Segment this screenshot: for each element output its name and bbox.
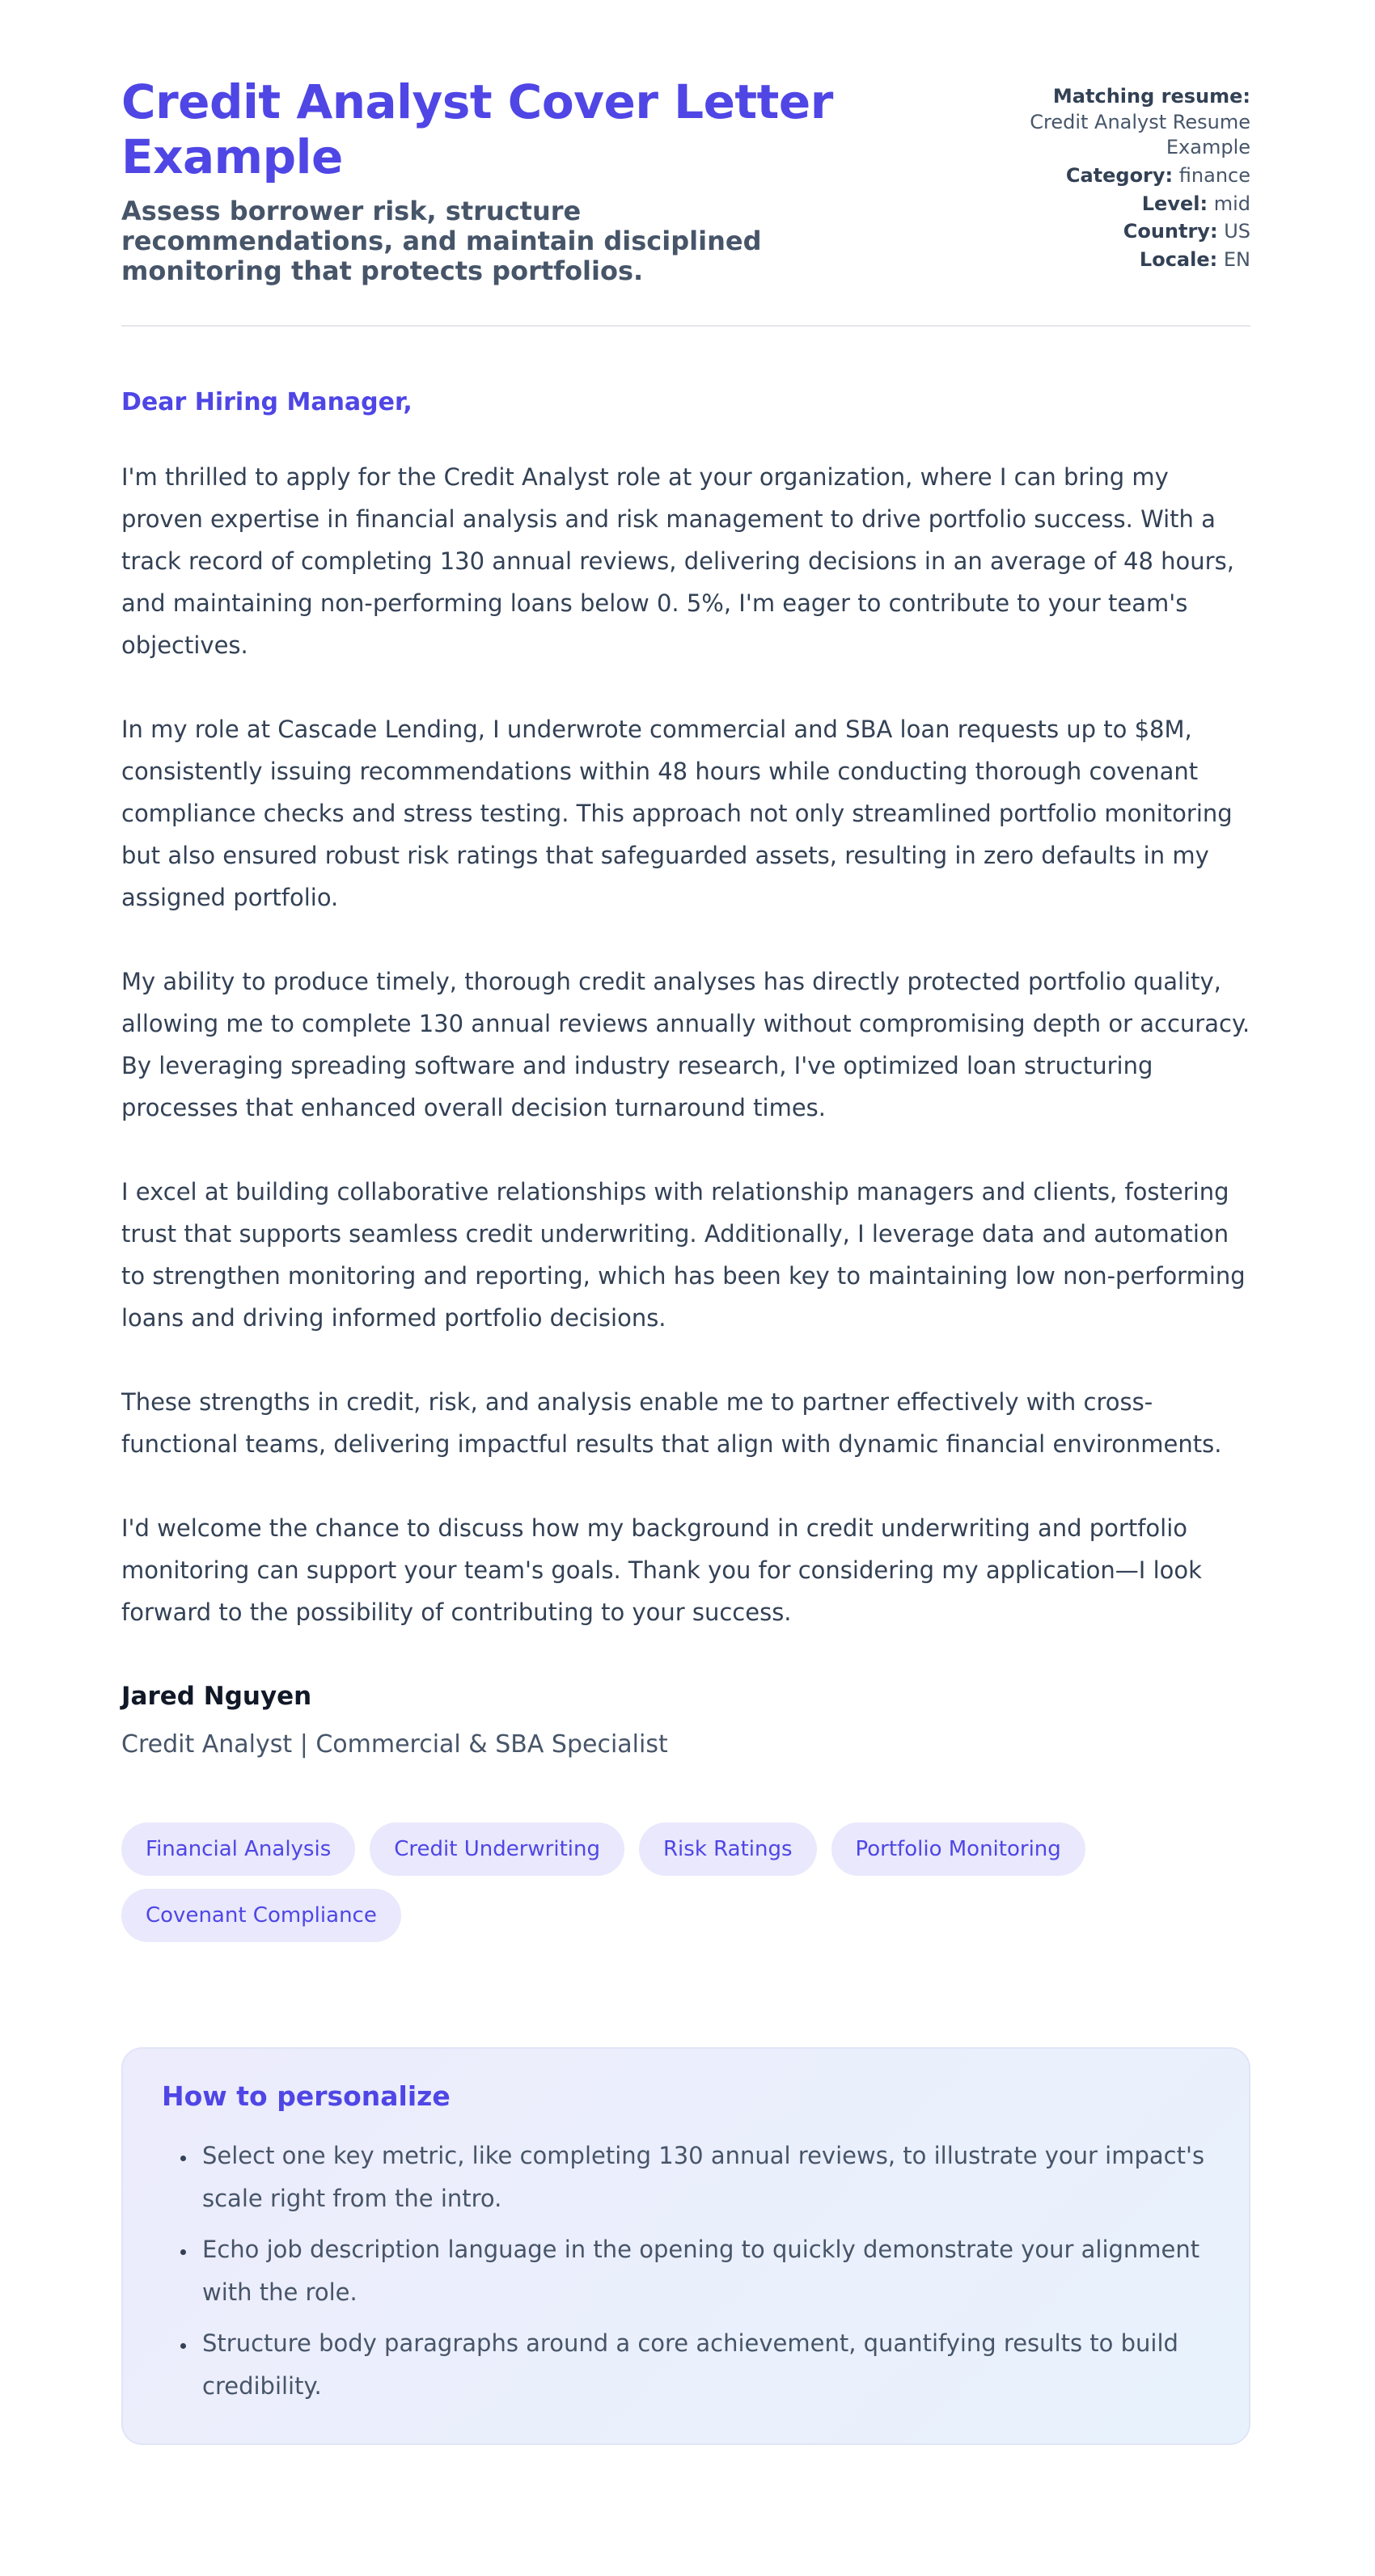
meta-value: Credit Analyst Resume Example xyxy=(1030,110,1250,159)
header xyxy=(121,74,1250,286)
personalize-item-3: • Structure body paragraphs around a core achievement, quantifying results to build credibility. xyxy=(197,2322,1210,2408)
meta-matching-resume xyxy=(975,84,1250,161)
skill-tag-portfolio-monitoring[interactable]: Portfolio Monitoring xyxy=(831,1822,1085,1876)
personalize-heading: How to personalize xyxy=(162,2080,451,2113)
meta-locale xyxy=(975,247,1250,273)
meta-label: Country: xyxy=(1123,220,1218,243)
skill-tag-credit-underwriting[interactable]: Credit Underwriting xyxy=(370,1822,624,1876)
personalize-item-2: • Echo job description language in the opening to quickly demonstrate your alignment with the role. xyxy=(197,2228,1210,2314)
header-titles xyxy=(121,74,975,286)
letter-paragraph-1: I'm thrilled to apply for the Credit Analyst role at your organization, where I can bring my proven expertise in financial analysis and risk management to drive portfolio success. With a track record of completing 130 annual reviews, delivering decisions in an average of 48 hours, and maintaining non-performing loans below 0. 5%, I'm eager to contribute to your team's objectives. xyxy=(121,463,1234,660)
meta-label: Level: xyxy=(1141,192,1208,215)
page-subtitle: Assess borrower risk, structure recommendations, and maintain disciplined monitoring that protects portfolios. xyxy=(121,195,762,287)
skill-tag-covenant-compliance[interactable]: Covenant Compliance xyxy=(121,1889,401,1942)
skill-tags xyxy=(121,1822,1250,1942)
signature-name: Jared Nguyen xyxy=(121,1682,312,1712)
personalize-list xyxy=(162,2135,1210,2408)
meta-value: finance xyxy=(1178,164,1250,188)
meta-value: US xyxy=(1224,220,1250,243)
header-divider xyxy=(121,325,1250,327)
cover-letter-body xyxy=(121,382,1250,1766)
letter-paragraph-3: My ability to produce timely, thorough credit analyses has directly protected portfolio quality, allowing me to complete 130 annual reviews annually without compromising depth or accuracy. By leveraging spreading software and industry research, I've optimized loan structuring processes that enhanced overall decision turnaround times. xyxy=(121,968,1250,1122)
skill-tag-financial-analysis[interactable]: Financial Analysis xyxy=(121,1822,355,1876)
letter-paragraph-6: I'd welcome the chance to discuss how my background in credit underwriting and portfolio monitoring can support your team's goals. Thank you for considering my application—I look forward to the possibility of contributing to your success. xyxy=(121,1514,1202,1627)
meta-label: Locale: xyxy=(1139,248,1218,272)
meta-country xyxy=(975,219,1250,245)
meta-category xyxy=(975,163,1250,189)
resume-meta xyxy=(975,74,1250,276)
meta-label: Matching resume: xyxy=(1052,85,1250,108)
greeting: Dear Hiring Manager, xyxy=(121,388,412,417)
page-title: Credit Analyst Cover Letter Example xyxy=(121,74,833,185)
personalize-item-1: • Select one key metric, like completing 130 annual reviews, to illustrate your impact's scale right from the intro. xyxy=(197,2135,1210,2220)
meta-value: mid xyxy=(1213,192,1250,215)
meta-value: EN xyxy=(1223,248,1250,272)
letter-paragraph-4: I excel at building collaborative relationships with relationship managers and clients, fostering trust that supports seamless credit underwriting. Additionally, I leverage data and automation to strengthen monitoring and reporting, which has been key to maintaining low non-performing loans and driving informed portfolio decisions. xyxy=(121,1178,1246,1332)
meta-level xyxy=(975,192,1250,217)
signature-role: Credit Analyst | Commercial & SBA Specialist xyxy=(121,1730,668,1759)
meta-label: Category: xyxy=(1065,164,1174,188)
letter-paragraph-2: In my role at Cascade Lending, I underwrote commercial and SBA loan requests up to $8M, consistently issuing recommendations within 48 hours while conducting thorough covenant compliance checks and stress testing. This approach not only streamlined portfolio monitoring but also ensured robust risk ratings that safeguarded assets, resulting in zero defaults in my assigned portfolio. xyxy=(121,716,1233,912)
personalize-callout xyxy=(121,2047,1250,2445)
letter-paragraph-5: These strengths in credit, risk, and analysis enable me to partner effectively with cross-functional teams, delivering impactful results that align with dynamic financial environments. xyxy=(121,1388,1222,1459)
skill-tag-risk-ratings[interactable]: Risk Ratings xyxy=(639,1822,817,1876)
